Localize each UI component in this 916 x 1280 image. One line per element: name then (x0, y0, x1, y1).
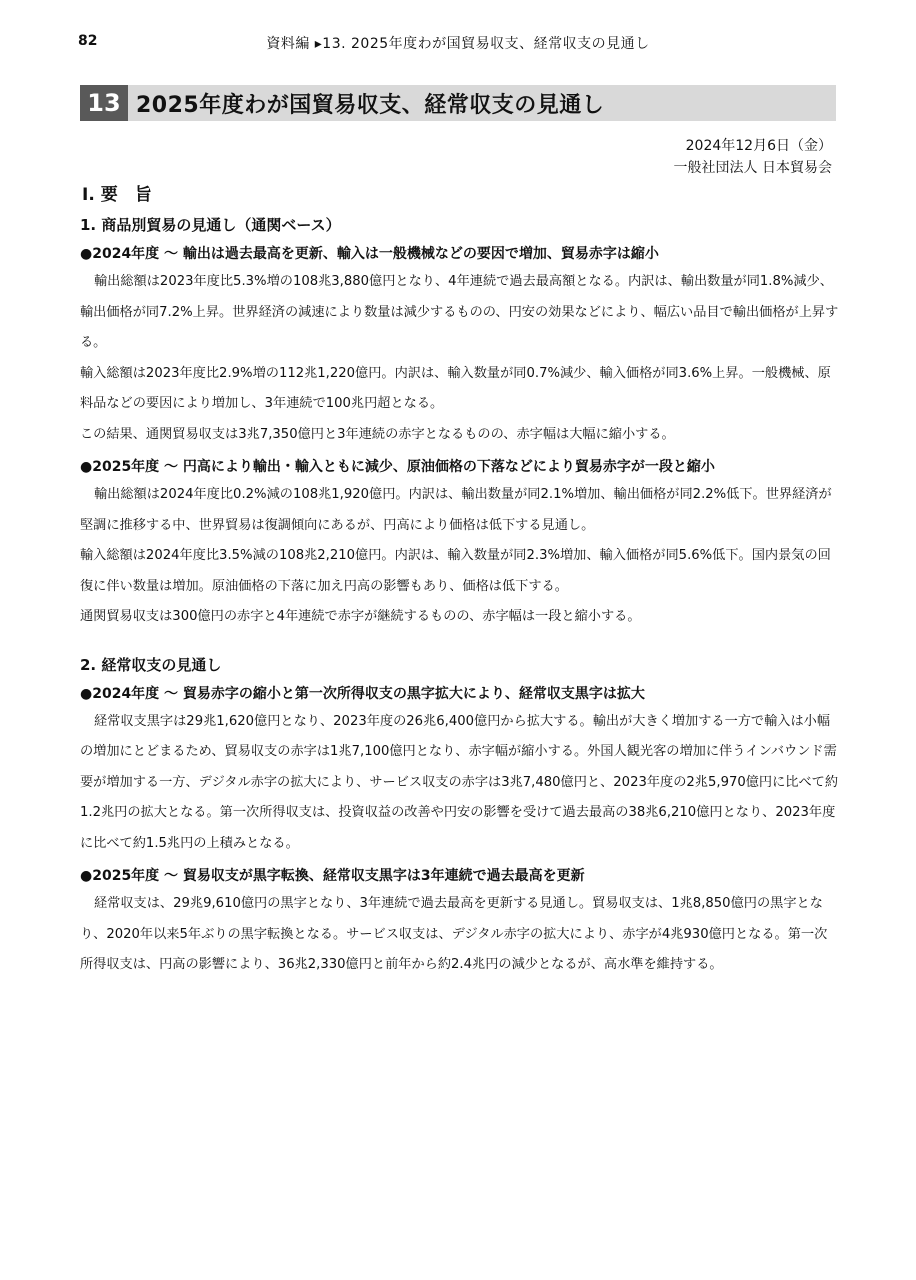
subsection-heading-trade: 1. 商品別貿易の見通し（通関ベース） (80, 216, 341, 234)
point-heading-current-account-2024: ●2024年度 ～ 貿易赤字の縮小と第一次所得収支の黒字拡大により、経常収支黒字は拡大 (80, 685, 645, 702)
paragraph: 通関貿易収支は300億円の赤字と4年連続で赤字が継続するものの、赤字幅は一段と縮小する。 (80, 609, 641, 624)
paragraph: この結果、通関貿易収支は3兆7,350億円と3年連続の赤字となるものの、赤字幅は大幅に縮小する。 (80, 426, 675, 442)
issue-date: 2024年12月6日（金） (685, 138, 832, 154)
paragraph: 輸入総額は2024年度比3.5%減の108兆2,210億円。内訳は、輸入数量が同2.3%増加、輸入価格が同5.6%低下。国内景気の回復に伴い数量は増加。原油価格の下落に加え円高の影響もあり、価格は低下する。 (80, 548, 831, 594)
point-heading-current-account-2025: ●2025年度 ～ 貿易収支が黒字転換、経常収支黒字は3年連続で過去最高を更新 (80, 868, 585, 884)
point-heading-trade-2024: ●2024年度 ～ 輸出は過去最高を更新、輸入は一般機械などの要因で増加、貿易赤字は縮小 (80, 246, 659, 262)
chapter-number: 13 (80, 85, 128, 121)
title-bar (80, 85, 836, 121)
subsection-heading-current-account: 2. 経常収支の見通し (80, 655, 222, 674)
paragraph: 輸入総額は2023年度比2.9%増の112兆1,220億円。内訳は、輸入数量が同0.7%減少、輸入価格が同3.6%上昇。一般機械、原料品などの要因により増加し、3年連続で100兆円超となる。 (80, 365, 831, 411)
main-content (80, 183, 840, 981)
paragraph: 輸出総額は2023年度比5.3%増の108兆3,880億円となり、4年連続で過去最高額となる。内訳は、輸出数量が同1.8%減少、輸出価格が同7.2%上昇。世界経済の減速により数量は減少するものの、円安の効果などにより、幅広い品目で輸出価格が上昇する。 (80, 274, 839, 350)
section-heading-summary: Ⅰ. 要 旨 (82, 185, 152, 205)
paragraph: 輸出総額は2024年度比0.2%減の108兆1,920億円。内訳は、輸出数量が同2.1%増加、輸出価格が同2.2%低下。世界経済が堅調に推移する中、世界貿易は復調傾向にあるが、円高により価格は低下する見通し。 (80, 487, 832, 533)
paragraph: 経常収支黒字は29兆1,620億円となり、2023年度の26兆6,400億円から拡大する。輸出が大きく増加する一方で輸入は小幅の増加にとどまるため、貿易収支の赤字は1兆7,100億円となり、赤字幅が縮小する。外国人観光客の増加に伴うインバウンド需要が増加する一方、デジタル赤字の拡大により、サービス収支の赤字は3兆7,480億円と、2023年度の2兆5,970億円に比べて約1.2兆円の拡大となる。第一次所得収支は、投資収益の改善や円安の影響を受けて過去最高の38兆6,210億円となり、2023年度に比べて約1.5兆円の上積みとなる。 (80, 713, 839, 851)
point-heading-trade-2025: ●2025年度 ～ 円高により輸出・輸入ともに減少、原油価格の下落などにより貿易赤字が一段と縮小 (80, 459, 715, 475)
paragraph: 経常収支は、29兆9,610億円の黒字となり、3年連続で過去最高を更新する見通し。貿易収支は、1兆8,850億円の黒字となり、2020年以来5年ぶりの黒字転換となる。サービス収支は、デジタル赤字の拡大により、赤字が4兆930億円となる。第一次所得収支は、円高の影響により、36兆2,330億円と前年から約2.4兆円の減少となるが、高水準を維持する。 (80, 896, 828, 972)
spacer (80, 633, 840, 653)
chapter-title: 2025年度わが国貿易収支、経常収支の見通し (136, 92, 605, 118)
running-header: 資料編 ▸13. 2025年度わが国貿易収支、経常収支の見通し (266, 36, 650, 52)
issuer: 一般社団法人 日本貿易会 (673, 160, 832, 176)
page-number: 82 (78, 33, 98, 49)
